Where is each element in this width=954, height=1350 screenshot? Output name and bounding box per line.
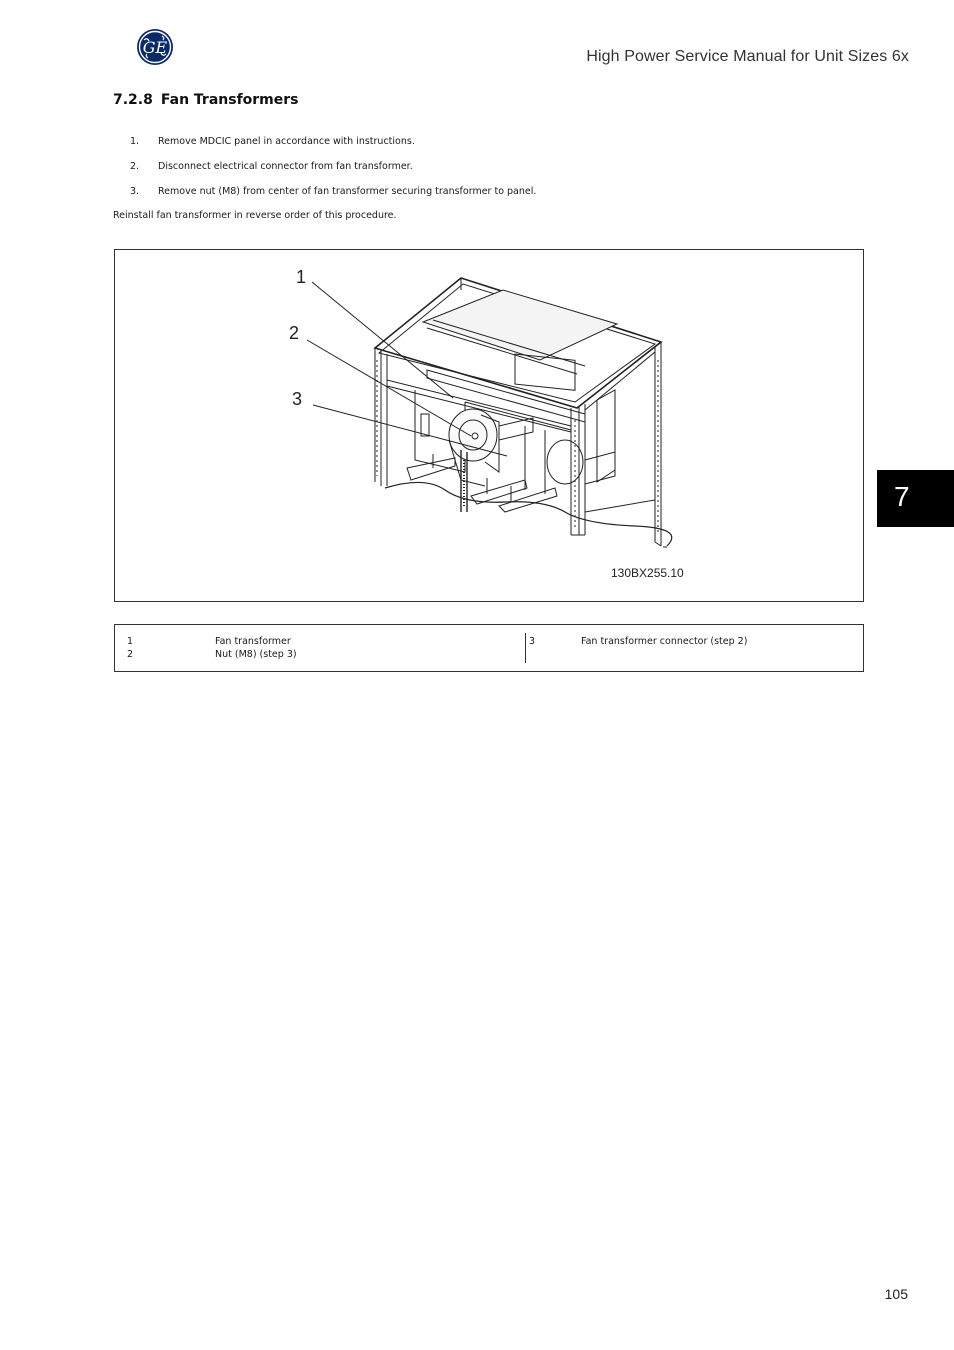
figure-code: 130BX255.10	[611, 566, 684, 580]
step-number: 2.	[130, 161, 140, 172]
section-number: 7.2.8	[113, 92, 153, 108]
step-number: 3.	[130, 186, 140, 197]
legend-num: 1	[127, 636, 134, 647]
legend-num: 2	[127, 649, 134, 660]
step-item	[113, 159, 833, 184]
procedure-steps	[113, 134, 833, 209]
manual-title: High Power Service Manual for Unit Sizes 6x	[586, 48, 909, 65]
figure-frame	[114, 249, 864, 602]
section-heading	[113, 92, 299, 108]
step-item	[113, 134, 833, 159]
step-item	[113, 184, 833, 209]
chapter-number: 7	[894, 481, 910, 512]
legend-num: 3	[529, 636, 536, 647]
legend-text: Nut (M8) (step 3)	[215, 649, 297, 660]
callout-2: 2	[289, 323, 300, 343]
step-number: 1.	[130, 136, 140, 147]
page-number: 105	[884, 1286, 908, 1302]
legend-text: Fan transformer	[215, 636, 291, 647]
step-text: Remove nut (M8) from center of fan transformer securing transformer to panel.	[158, 186, 537, 197]
legend-table	[114, 624, 864, 672]
step-text: Disconnect electrical connector from fan transformer.	[158, 161, 413, 172]
cabinet-illustration	[115, 250, 863, 601]
reinstall-note: Reinstall fan transformer in reverse order of this procedure.	[113, 210, 397, 221]
legend-divider	[525, 633, 526, 663]
legend-text: Fan transformer connector (step 2)	[581, 636, 748, 647]
step-text: Remove MDCIC panel in accordance with instructions.	[158, 136, 415, 147]
chapter-tab	[877, 470, 954, 527]
callout-3: 3	[292, 389, 303, 409]
ge-logo-icon	[136, 28, 174, 66]
callout-1: 1	[296, 267, 307, 287]
logo-text: GE	[142, 38, 168, 57]
section-title: Fan Transformers	[160, 92, 299, 108]
